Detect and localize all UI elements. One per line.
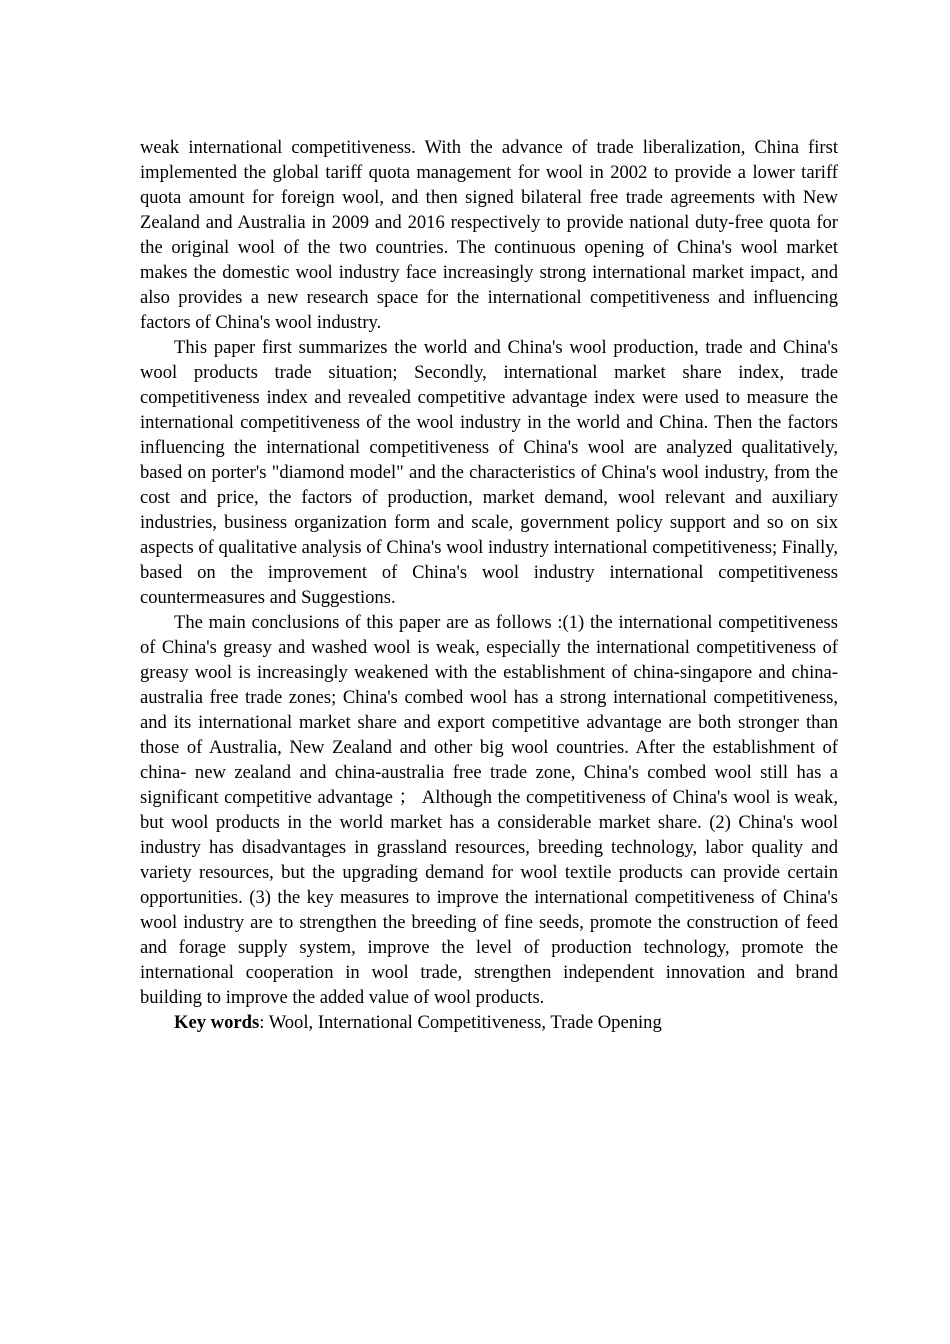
- abstract-text-column: [140, 135, 838, 1035]
- paragraph-paper-summary: This paper first summarizes the world and China's wool production, trade and China's wool products trade situation; Secondly, international market share index, trade competitiveness index and revealed competitive advantage index were used to measure the international competitiveness of the wool industry in the world and China. Then the factors influencing the international competitiveness of China's wool are analyzed qualitatively, based on porter's "diamond model" and the characteristics of China's wool industry, from the cost and price, the factors of production, market demand, wool relevant and auxiliary industries, business organization form and scale, government policy support and so on six aspects of qualitative analysis of China's wool industry international competitiveness; Finally, based on the improvement of China's wool industry international competitiveness countermeasures and Suggestions.: [140, 337, 838, 608]
- keywords-values: Wool, International Competitiveness, Trade Opening: [268, 1012, 662, 1033]
- keywords-label: Key words: [174, 1012, 260, 1033]
- paragraph-main-conclusions: The main conclusions of this paper are as follows :(1) the international competitiveness of China's greasy and washed wool is weak, especially the international competitiveness of greasy wool is increasingly weakened with the establishment of china-singapore and china-australia free trade zones; China's combed wool has a strong international competitiveness, and its international market share and export competitive advantage are both stronger than those of Australia, New Zealand and other big wool countries. After the establishment of china- new zealand and china-australia free trade zone, China's combed wool still has a significant competitive advantage ； Although the competitiveness of China's wool is weak, but wool products in the world market has a considerable market share. (2) China's wool industry has disadvantages in grassland resources, breeding technology, labor quality and variety resources, but the upgrading demand for wool textile products can provide certain opportunities. (3) the key measures to improve the international competitiveness of China's wool industry are to strengthen the breeding of fine seeds, promote the construction of feed and forage supply system, improve the level of production technology, promote the international cooperation in wool trade, strengthen independent innovation and brand building to improve the added value of wool products.: [140, 612, 838, 1008]
- keywords-line: [140, 1010, 838, 1035]
- paragraph-continuation: weak international competitiveness. With the advance of trade liberalization, China first implemented the global tariff quota management for wool in 2002 to provide a lower tariff quota amount for foreign wool, and then signed bilateral free trade agreements with New Zealand and Australia in 2009 and 2016 respectively to provide national duty-free quota for the original wool of the two countries. The continuous opening of China's wool market makes the domestic wool industry face increasingly strong international market impact, and also provides a new research space for the international competitiveness and influencing factors of China's wool industry.: [140, 137, 838, 333]
- keywords-separator: :: [259, 1012, 269, 1033]
